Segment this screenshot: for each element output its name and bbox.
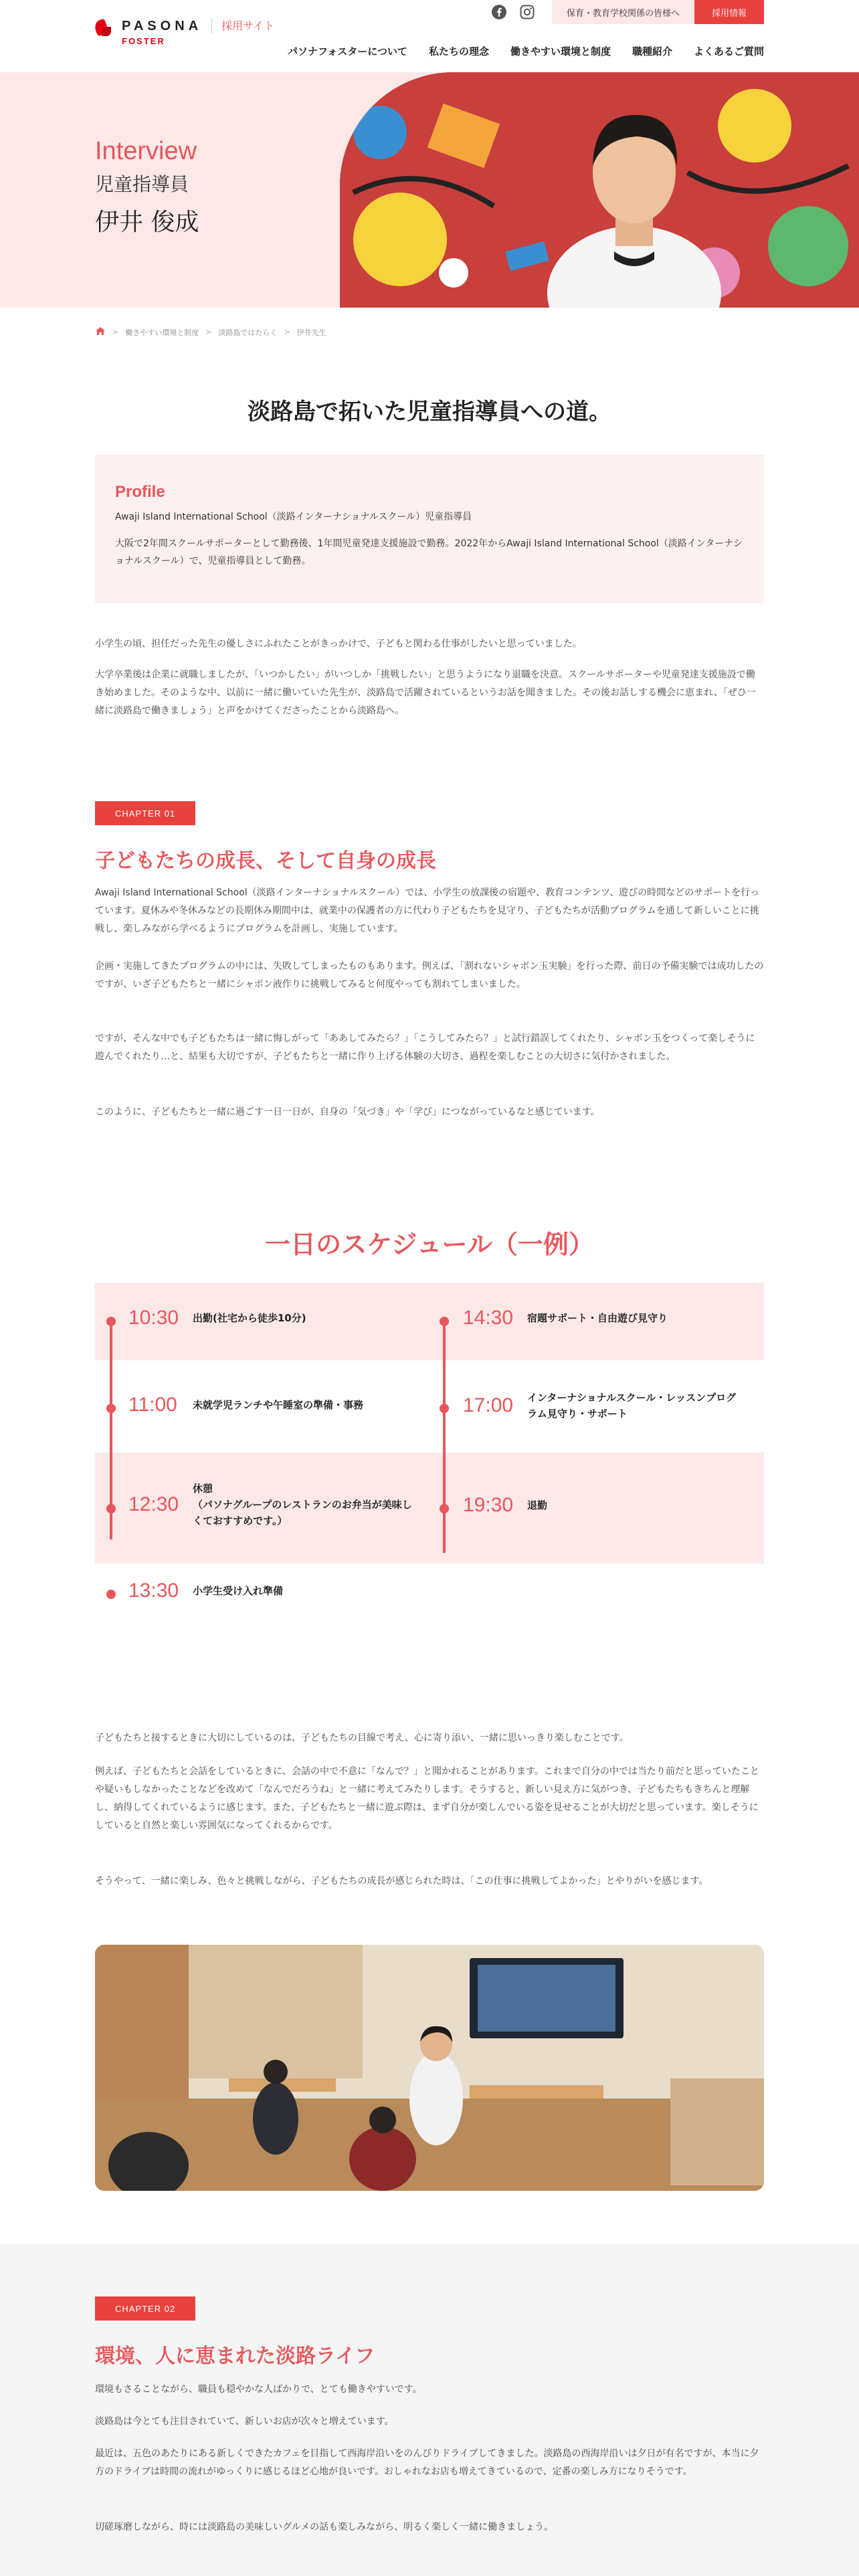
- chapter-01-title: 子どもたちの成長、そして自身の成長: [95, 849, 436, 873]
- logo-sub-text: FOSTER: [122, 36, 165, 46]
- schedule-time: 17:00: [463, 1394, 514, 1416]
- site-logo[interactable]: [95, 19, 274, 46]
- schedule-item: [128, 1307, 409, 1329]
- profile-label: Profile: [115, 483, 165, 501]
- breadcrumb-separator: >: [284, 328, 290, 336]
- timeline-line-right: [443, 1321, 446, 1553]
- timeline-dot: [106, 1590, 116, 1599]
- intro-paragraph: 大学卒業後は企業に就職しましたが、「いつかしたい」がいつしか「挑戦したい」と思うようになり退職を決意。スクールサポーターや児童発達支援施設で働き始めました。そのような中、以前に一緒に働いていた先生が、淡路島で活躍されているというお話を聞きました。その後お話しする機会に恵まれ、「ぜひ一緒に淡路島で働きましょう」と声をかけてくださったことから淡路島へ。: [95, 669, 756, 716]
- logo-divider: [211, 19, 212, 33]
- main-nav: [266, 44, 764, 58]
- schedule-time: 12:30: [128, 1493, 179, 1515]
- nav-item-environment[interactable]: 働きやすい環境と制度: [510, 45, 611, 58]
- schedule-title: 一日のスケジュール（一例）: [265, 1230, 594, 1259]
- nav-item-jobs[interactable]: 職種紹介: [632, 45, 672, 58]
- schedule-time: 13:30: [128, 1580, 179, 1602]
- chapter-02-title: 環境、人に恵まれた淡路ライフ: [95, 2345, 375, 2368]
- intro-paragraph: 小学生の頃、担任だった先生の優しさにふれたことがきっかけで、子どもと関わる仕事がしたいと思っていました。: [95, 639, 582, 649]
- schedule-time: 11:00: [128, 1394, 177, 1416]
- profile-box: [95, 455, 764, 603]
- guardian-button[interactable]: 保育・教育学校関係の皆様へ: [552, 0, 694, 24]
- breadcrumb-separator: >: [205, 328, 212, 336]
- schedule: [95, 1283, 764, 1608]
- breadcrumb-awaji[interactable]: 淡路島ではたらく: [218, 328, 278, 337]
- timeline-dot: [440, 1404, 449, 1413]
- nav-item-faq[interactable]: よくあるご質問: [693, 45, 764, 58]
- chapter-01-paragraph: Awaji Island International School（淡路インターナショナルスクール）では、小学生の放課後の宿題や、教育コンテンツ、遊びの時間などのサポートを行っています。夏休みや冬休みなどの長期休み期間中は、就業中の保護者の方に代わり子どもたちを見守り、子どもたちが活動プログラムを通して新しいことに挑戦し、楽しみながら学べるようにプログラムを計画し、実施しています。: [95, 887, 760, 934]
- logo-text: [122, 19, 202, 46]
- classroom-photo: [95, 1945, 764, 2191]
- breadcrumb-environment[interactable]: 働きやすい環境と制度: [125, 328, 199, 337]
- site-header: [0, 0, 859, 72]
- hero-name: 伊井 俊成: [95, 209, 199, 236]
- breadcrumb-separator: >: [112, 328, 119, 336]
- schedule-desc: 出勤(社宅から徒歩10分): [193, 1312, 306, 1324]
- header-utility: [490, 0, 764, 24]
- hero-photo: [340, 72, 859, 308]
- chapter-02-paragraph: 環境もさることながら、職員も穏やかな人ばかりで、とても働きやすいです。: [95, 2384, 422, 2395]
- hero: [0, 72, 859, 308]
- chapter-02-paragraph: 最近は、五色のあたりにある新しくできたカフェを目指して西海岸沿いをのんびりドライブしてきました。淡路島の西海岸沿いは夕日が有名ですが、本当に夕方のドライブは時間の流れがゆっくりに感じるほど心地が良いです。おしゃれなお店も増えてきているので、定番の楽しみ方になりそうです。: [95, 2448, 759, 2477]
- schedule-item: [128, 1394, 409, 1416]
- recruit-button[interactable]: 採用情報: [694, 0, 764, 24]
- hero-role: 児童指導員: [95, 173, 189, 195]
- schedule-item: [128, 1580, 409, 1602]
- profile-description: 大阪で2年間スクールサポーターとして勤務後、1年間児童発達支援施設で勤務。2022年からAwaji Island International School（淡路インターナショナルスクール）で、児童指導員として勤務。: [115, 538, 743, 566]
- hero-text: [95, 136, 199, 237]
- chapter-01-tag: CHAPTER 01: [95, 801, 195, 825]
- schedule-item: [128, 1481, 423, 1529]
- body-paragraph: 子どもたちと接するときに大切にしているのは、子どもたちの目線で考え、心に寄り添い、一緒に思いっきり楽しむことです。: [95, 1733, 629, 1743]
- schedule-desc: インターナショナルスクール・レッスンプログラム見守り・サポート: [527, 1392, 737, 1420]
- body-paragraph: 例えば、子どもたちと会話をしているときに、会話の中で不意に「なんで？」と聞かれることがあります。これまで自分の中では当たり前だと思っていたことや疑いもしなかったことなどを改めて「なんでだろうね」と一緒に考えてみたりします。そうすると、新しい見え方に気がつき、子どもたちもきちんと理解し、納得してくれているように感じます。また、子どもたちと一緒に遊ぶ際は、まず自分が楽しんでいる姿を見せることが大切だと思っています。楽しそうにしていると自然と楽しい雰囲気になってくれるからです。: [95, 1766, 759, 1831]
- body-paragraph: そうやって、一緒に楽しみ、色々と挑戦しながら、子どもたちの成長が感じられた時は、「この仕事に挑戦してよかった」とやりがいを感じます。: [95, 1876, 708, 1887]
- timeline-dot: [106, 1317, 116, 1326]
- timeline-dot: [106, 1504, 116, 1513]
- facebook-icon[interactable]: [490, 3, 508, 21]
- timeline-dot: [440, 1317, 449, 1326]
- chapter-01-paragraph: 企画・実施してきたプログラムの中には、失敗してしまったものもあります。例えば、「割れないシャボン玉実験」を行った際、前日の予備実験では成功したのですが、いざ子どもたちと一緒にシャボン液作りに挑戦してみると何度やっても割れてしまいました。: [95, 961, 764, 990]
- schedule-item: [463, 1390, 744, 1422]
- logo-main-text: PASONA: [122, 19, 203, 33]
- breadcrumb: [95, 326, 326, 338]
- schedule-desc: 小学生受け入れ準備: [193, 1585, 284, 1597]
- schedule-time: 10:30: [128, 1307, 179, 1329]
- chapter-02-paragraph: 淡路島は今とても注目されていて、新しいお店が次々と増えています。: [95, 2416, 394, 2427]
- instagram-icon[interactable]: [518, 3, 536, 21]
- schedule-desc: 宿題サポート・自由遊び見守り: [527, 1312, 668, 1324]
- chapter-02-paragraph: 切磋琢磨しながら、時には淡路島の美味しいグルメの話も楽しみながら、明るく楽しく一緒に働きましょう。: [95, 2522, 554, 2533]
- chapter-01-paragraph: ですが、そんな中でも子どもたちは一緒に悔しがって「ああしてみたら？」「こうしてみたら？」と試行錯誤してくれたり、シャボン玉をつくって楽しそうに遊んでくれたり…と、結果も大切ですが、子どもたちと一緒に作り上げる体験の大切さ、過程を楽しむことの大切さに気付かされました。: [95, 1033, 755, 1062]
- chapter-01-paragraph: このように、子どもたちと一緒に過ごす一日一日が、自身の「気づき」や「学び」につながっているなと感じています。: [95, 1107, 600, 1117]
- timeline-dot: [106, 1404, 116, 1413]
- site-label: 採用サイト: [221, 19, 274, 32]
- pasona-logo-icon: [95, 19, 112, 37]
- schedule-desc: 退勤: [527, 1499, 548, 1511]
- schedule-desc: 休憩 （パソナグループのレストランのお弁当が美味しくておすすめです。）: [193, 1483, 412, 1527]
- nav-item-about[interactable]: パソナフォスターについて: [287, 45, 407, 58]
- nav-item-philosophy[interactable]: 私たちの理念: [428, 45, 489, 58]
- profile-role: Awaji Island International School（淡路インターナショナルスクール）児童指導員: [115, 512, 472, 522]
- schedule-time: 14:30: [463, 1307, 514, 1329]
- timeline-dot: [440, 1504, 449, 1513]
- hero-interview-label: Interview: [95, 137, 197, 165]
- schedule-time: 19:30: [463, 1494, 514, 1516]
- schedule-item: [463, 1307, 744, 1329]
- breadcrumb-current: 伊井先生: [296, 328, 326, 337]
- schedule-item: [463, 1494, 744, 1517]
- chapter-02-tag: CHAPTER 02: [95, 2296, 195, 2321]
- page-title: 淡路島で拓いた児童指導員への道。: [248, 399, 611, 425]
- home-icon[interactable]: [95, 326, 106, 338]
- schedule-desc: 未就学児ランチや午睡室の準備・事務: [193, 1399, 364, 1411]
